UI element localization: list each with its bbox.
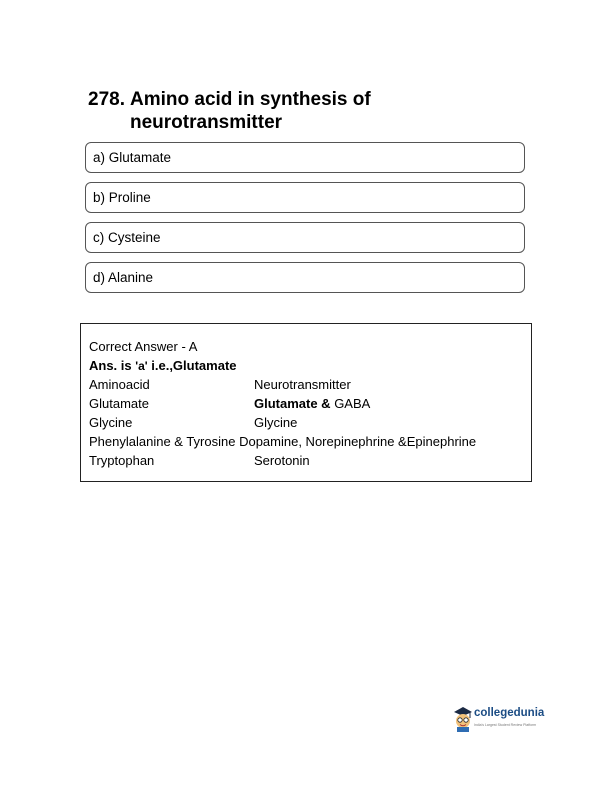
table-row-1-right-bold: Glutamate & (254, 396, 335, 411)
mascot-icon (452, 706, 474, 732)
question-title-line1: Amino acid in synthesis of (130, 89, 371, 110)
table-row-1-left: Glutamate (89, 396, 149, 411)
option-b[interactable]: b) Proline (85, 182, 525, 213)
table-row-3: Phenylalanine & Tyrosine Dopamine, Norepinephrine &Epinephrine (89, 434, 477, 449)
table-header-right: Neurotransmitter (254, 377, 351, 392)
explanation-prefix: Ans. is (89, 358, 136, 373)
question-title-line2: neurotransmitter (130, 112, 283, 133)
table-header-left: Aminoacid (89, 377, 150, 392)
option-a[interactable]: a) Glutamate (85, 142, 525, 173)
question-title (88, 88, 528, 134)
table-row-1-right (254, 396, 370, 411)
explanation-mark: 'a' (135, 359, 148, 373)
table-row-4-right: Serotonin (254, 453, 310, 468)
table-row-1-right-rest: GABA (334, 396, 371, 411)
option-c[interactable]: c) Cysteine (85, 222, 525, 253)
logo-name: collegedunia (474, 707, 545, 719)
table-row-2-right: Glycine (254, 415, 298, 430)
table-row-2-left: Glycine (89, 415, 133, 430)
collegedunia-logo (452, 704, 552, 736)
logo-tagline: India's Largest Student Review Platform (474, 723, 537, 727)
table-row-4-left: Tryptophan (89, 453, 155, 468)
explanation-suffix: i.e.,Glutamate (147, 358, 237, 373)
correct-answer: Correct Answer - A (89, 339, 198, 354)
question-number: 278. (88, 89, 125, 110)
answer-explanation (89, 358, 237, 373)
option-d[interactable]: d) Alanine (85, 262, 525, 293)
answer-box (80, 323, 532, 482)
